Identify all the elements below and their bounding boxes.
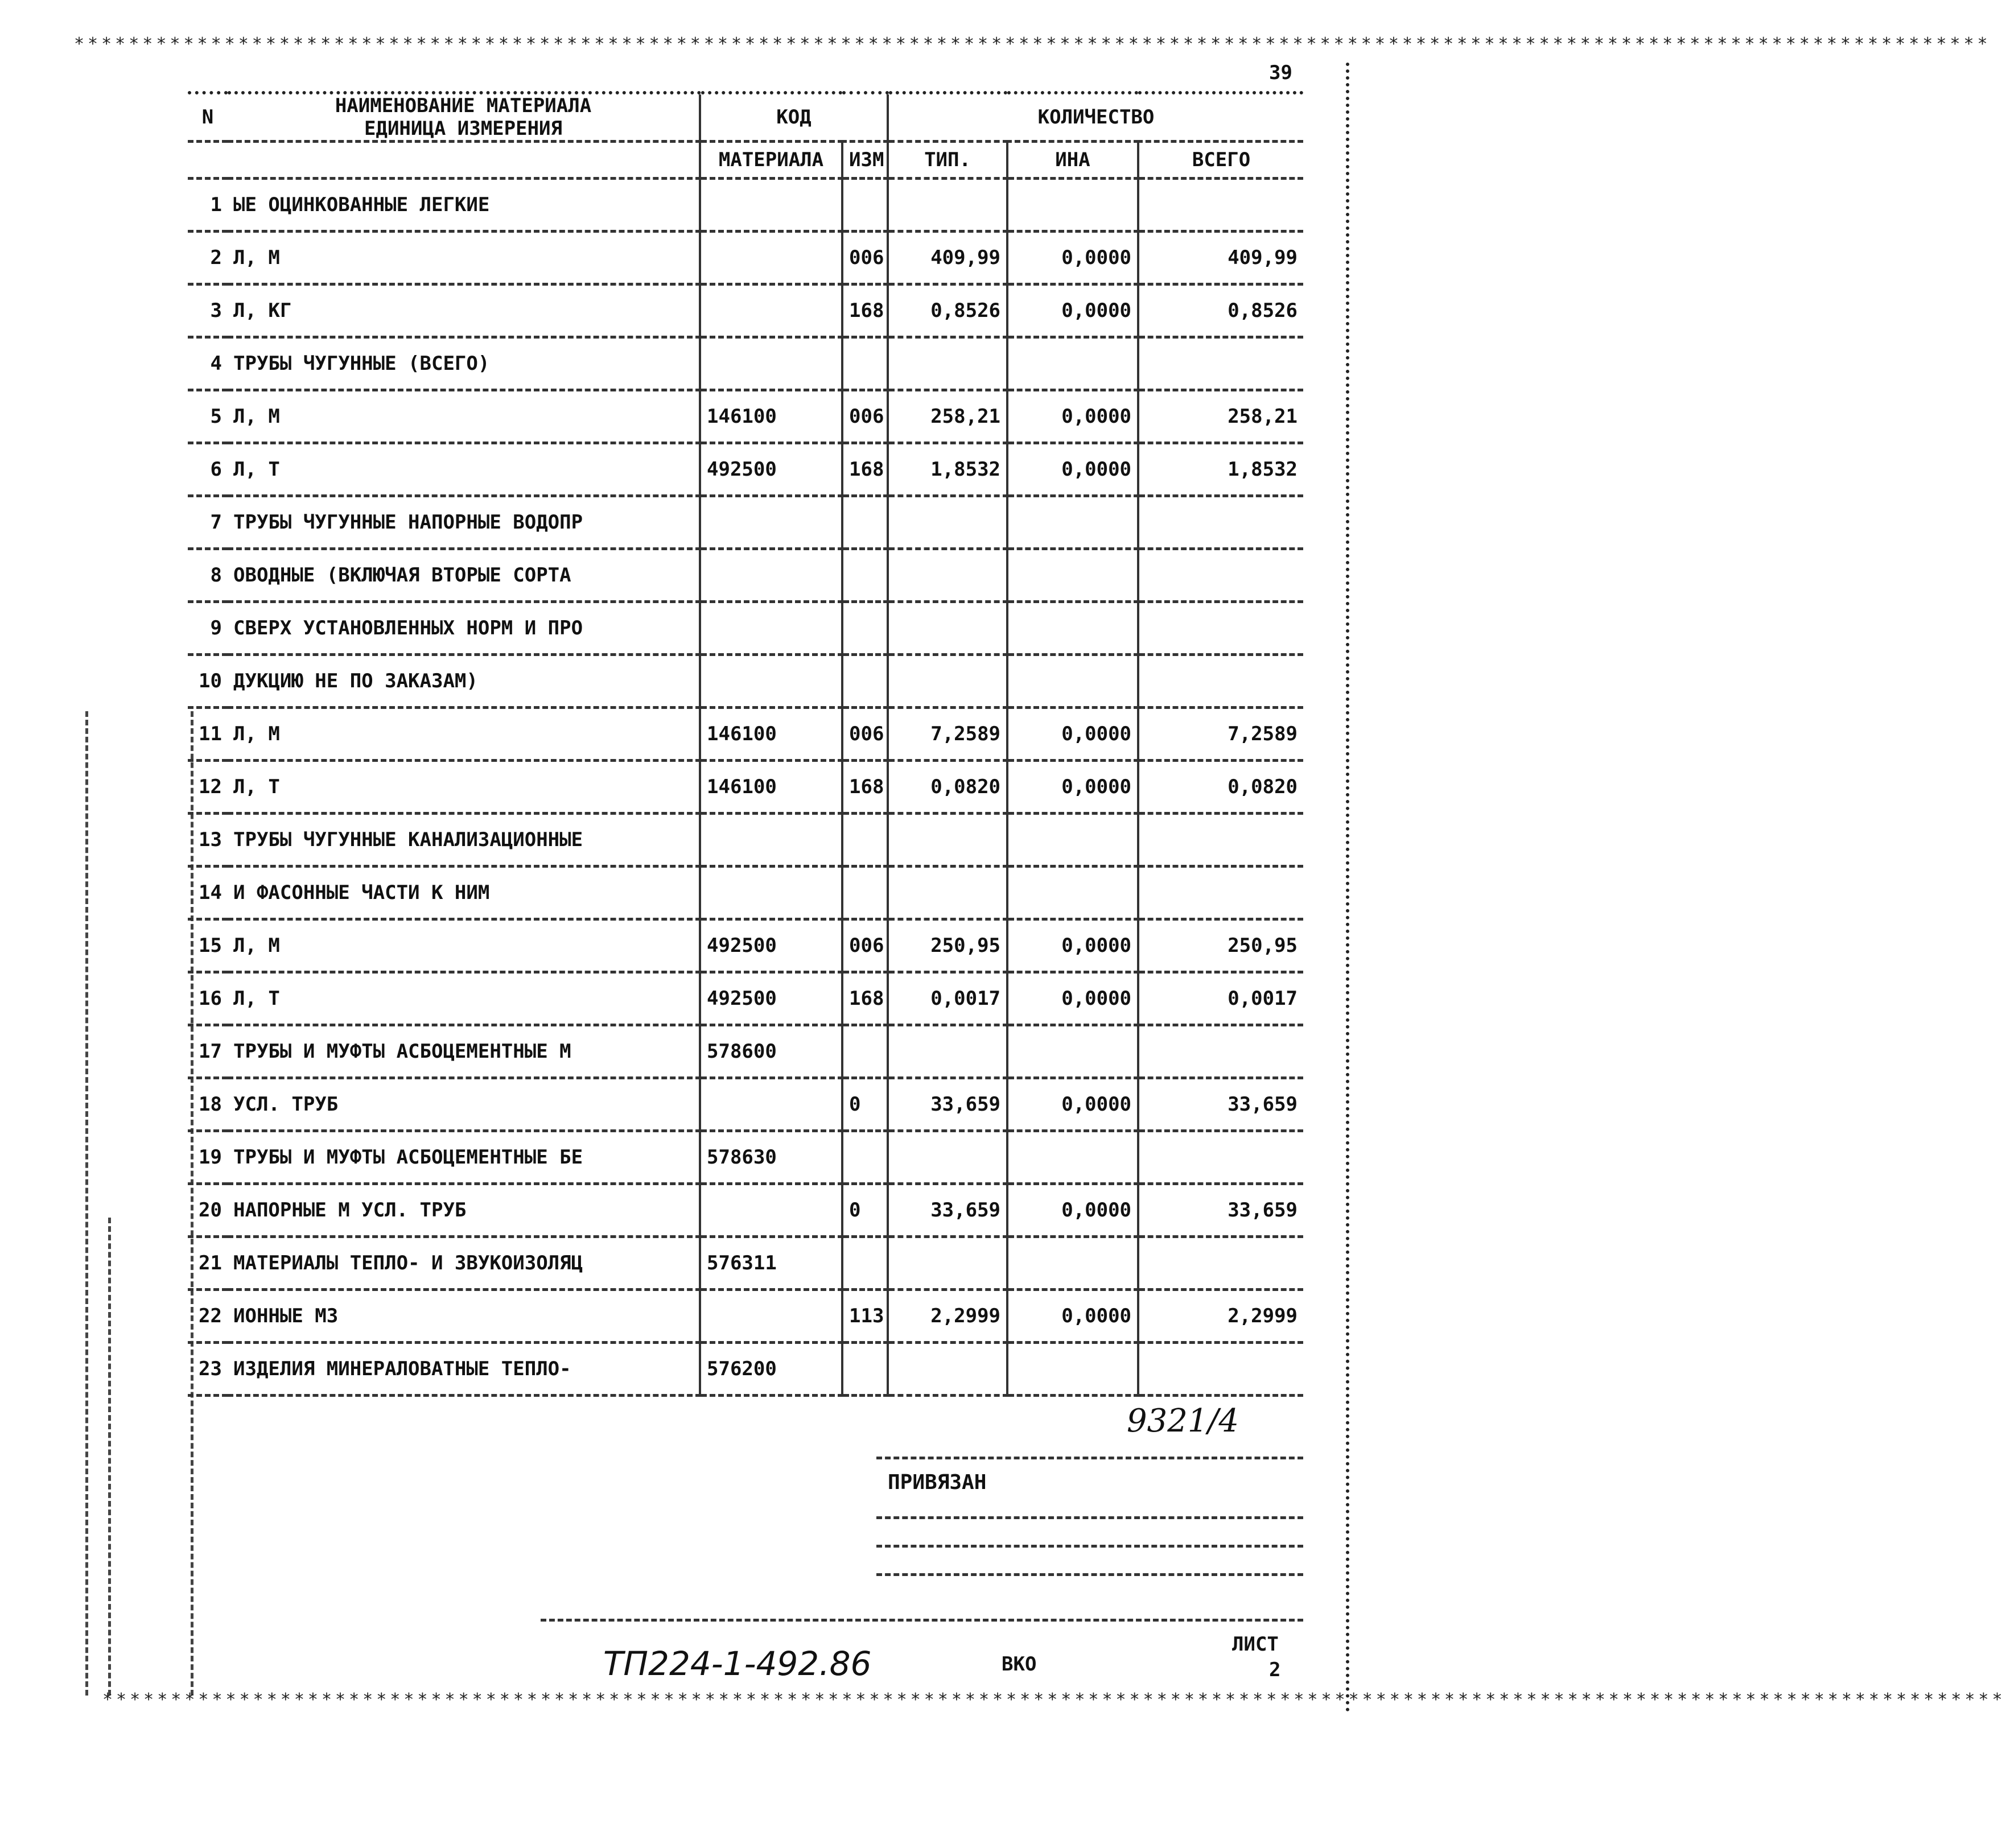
table-row	[188, 337, 1303, 390]
table-row	[188, 919, 1303, 972]
row-number: 10	[188, 655, 228, 708]
qty-ina	[1007, 655, 1138, 708]
material-name: Л, М	[228, 708, 700, 761]
row-number: 8	[188, 549, 228, 602]
row-number: 11	[188, 708, 228, 761]
material-code: 578630	[700, 1131, 842, 1184]
right-border	[1334, 63, 1349, 1713]
qty-ina: 0,0000	[1007, 284, 1138, 337]
sheet-number: 2	[1269, 1659, 1281, 1681]
material-name: НАПОРНЫЕ М УСЛ. ТРУБ	[228, 1184, 700, 1237]
qty-total	[1138, 179, 1303, 232]
material-code: 576200	[700, 1343, 842, 1396]
qty-ina: 0,0000	[1007, 232, 1138, 284]
unit-code: 006	[842, 390, 888, 443]
unit-code: 113	[842, 1290, 888, 1343]
row-number: 6	[188, 443, 228, 496]
unit-code	[842, 1237, 888, 1290]
stamp-line	[876, 1573, 1303, 1576]
qty-typ: 7,2589	[888, 708, 1007, 761]
unit-code	[842, 496, 888, 549]
qty-total: 250,95	[1138, 919, 1303, 972]
qty-typ	[888, 867, 1007, 919]
table-row	[188, 1290, 1303, 1343]
col-code-header: КОД	[700, 93, 888, 142]
material-code	[700, 549, 842, 602]
qty-typ: 1,8532	[888, 443, 1007, 496]
col-qty-ina: ИНА	[1007, 142, 1138, 179]
qty-typ	[888, 337, 1007, 390]
material-code: 146100	[700, 390, 842, 443]
bottom-border: *******************************************************************************************************************************************	[102, 1690, 2006, 1710]
material-name: Л, КГ	[228, 284, 700, 337]
qty-typ	[888, 179, 1007, 232]
qty-typ: 2,2999	[888, 1290, 1007, 1343]
material-code	[700, 814, 842, 867]
qty-typ	[888, 655, 1007, 708]
header-row-2	[188, 142, 1303, 179]
table-row	[188, 867, 1303, 919]
material-name: Л, Т	[228, 443, 700, 496]
bill-of-materials	[188, 91, 1303, 1397]
material-code: 492500	[700, 972, 842, 1025]
table-row	[188, 708, 1303, 761]
qty-ina	[1007, 496, 1138, 549]
table-row	[188, 972, 1303, 1025]
row-number: 19	[188, 1131, 228, 1184]
unit-code: 006	[842, 919, 888, 972]
doc-type: ВКО	[1002, 1653, 1037, 1676]
unit-code: 006	[842, 708, 888, 761]
qty-total: 409,99	[1138, 232, 1303, 284]
qty-ina	[1007, 179, 1138, 232]
row-number: 4	[188, 337, 228, 390]
qty-total	[1138, 496, 1303, 549]
col-no-header: N	[188, 93, 228, 142]
qty-typ	[888, 549, 1007, 602]
project-code: ТП224-1-492.86	[603, 1644, 872, 1683]
unit-code: 168	[842, 443, 888, 496]
material-name: Л, М	[228, 919, 700, 972]
qty-ina: 0,0000	[1007, 390, 1138, 443]
qty-typ	[888, 1343, 1007, 1396]
page-number: 39	[1269, 61, 1292, 84]
qty-typ: 33,659	[888, 1078, 1007, 1131]
unit-code	[842, 1343, 888, 1396]
qty-ina: 0,0000	[1007, 919, 1138, 972]
qty-typ: 409,99	[888, 232, 1007, 284]
row-number: 14	[188, 867, 228, 919]
material-name: СВЕРХ УСТАНОВЛЕННЫХ НОРМ И ПРО	[228, 602, 700, 655]
material-name: ТРУБЫ ЧУГУННЫЕ НАПОРНЫЕ ВОДОПР	[228, 496, 700, 549]
qty-ina: 0,0000	[1007, 708, 1138, 761]
qty-typ: 250,95	[888, 919, 1007, 972]
unit-code	[842, 602, 888, 655]
material-name: И ФАСОННЫЕ ЧАСТИ К НИМ	[228, 867, 700, 919]
unit-code	[842, 814, 888, 867]
col-qty-total: ВСЕГО	[1138, 142, 1303, 179]
table-row	[188, 602, 1303, 655]
material-code	[700, 1290, 842, 1343]
material-name: Л, Т	[228, 972, 700, 1025]
table-row	[188, 1343, 1303, 1396]
qty-total	[1138, 337, 1303, 390]
qty-ina: 0,0000	[1007, 761, 1138, 814]
table-row	[188, 761, 1303, 814]
row-number: 12	[188, 761, 228, 814]
col-qty-typ: ТИП.	[888, 142, 1007, 179]
material-name: ОВОДНЫЕ (ВКЛЮЧАЯ ВТОРЫЕ СОРТА	[228, 549, 700, 602]
row-number: 22	[188, 1290, 228, 1343]
qty-ina	[1007, 1343, 1138, 1396]
unit-code: 0	[842, 1184, 888, 1237]
qty-typ	[888, 814, 1007, 867]
qty-total: 33,659	[1138, 1184, 1303, 1237]
qty-ina	[1007, 549, 1138, 602]
row-number: 5	[188, 390, 228, 443]
col-name-line2: ЕДИНИЦА ИЗМЕРЕНИЯ	[364, 117, 562, 140]
material-code	[700, 655, 842, 708]
qty-total	[1138, 814, 1303, 867]
qty-typ: 258,21	[888, 390, 1007, 443]
material-code	[700, 1184, 842, 1237]
material-code	[700, 284, 842, 337]
row-number: 13	[188, 814, 228, 867]
qty-total	[1138, 1131, 1303, 1184]
materials-table	[188, 91, 1303, 1397]
table-row	[188, 814, 1303, 867]
qty-ina	[1007, 867, 1138, 919]
qty-total	[1138, 1343, 1303, 1396]
qty-typ: 33,659	[888, 1184, 1007, 1237]
row-number: 21	[188, 1237, 228, 1290]
material-name: ТРУБЫ И МУФТЫ АСБОЦЕМЕНТНЫЕ БЕ	[228, 1131, 700, 1184]
table-row	[188, 1025, 1303, 1078]
material-name: ТРУБЫ И МУФТЫ АСБОЦЕМЕНТНЫЕ М	[228, 1025, 700, 1078]
table-row	[188, 390, 1303, 443]
material-code	[700, 337, 842, 390]
qty-total	[1138, 655, 1303, 708]
material-code: 146100	[700, 708, 842, 761]
qty-ina	[1007, 1237, 1138, 1290]
qty-typ	[888, 1131, 1007, 1184]
qty-total	[1138, 602, 1303, 655]
row-number: 9	[188, 602, 228, 655]
qty-total: 0,0820	[1138, 761, 1303, 814]
row-number: 23	[188, 1343, 228, 1396]
row-number: 17	[188, 1025, 228, 1078]
unit-code: 168	[842, 761, 888, 814]
stamp-line	[876, 1516, 1303, 1519]
qty-ina: 0,0000	[1007, 1184, 1138, 1237]
material-name: ТРУБЫ ЧУГУННЫЕ КАНАЛИЗАЦИОННЫЕ	[228, 814, 700, 867]
qty-ina: 0,0000	[1007, 1290, 1138, 1343]
qty-typ	[888, 1025, 1007, 1078]
qty-total: 0,8526	[1138, 284, 1303, 337]
row-number: 18	[188, 1078, 228, 1131]
qty-total: 1,8532	[1138, 443, 1303, 496]
table-row	[188, 1237, 1303, 1290]
material-name: ИОННЫЕ М3	[228, 1290, 700, 1343]
row-number: 16	[188, 972, 228, 1025]
table-row	[188, 1078, 1303, 1131]
table-row	[188, 443, 1303, 496]
unit-code: 168	[842, 972, 888, 1025]
qty-ina: 0,0000	[1007, 972, 1138, 1025]
material-name: Л, М	[228, 232, 700, 284]
material-name: МАТЕРИАЛЫ ТЕПЛО- И ЗВУКОИЗОЛЯЦ	[228, 1237, 700, 1290]
col-name-header	[228, 93, 700, 142]
col-qty-header: КОЛИЧЕСТВО	[888, 93, 1303, 142]
material-code	[700, 232, 842, 284]
qty-typ	[888, 1237, 1007, 1290]
col-code-unit: ИЗМ	[842, 142, 888, 179]
qty-total	[1138, 867, 1303, 919]
qty-total: 33,659	[1138, 1078, 1303, 1131]
table-row	[188, 655, 1303, 708]
stamp-label: ПРИВЯЗАН	[888, 1471, 987, 1494]
table-row	[188, 1184, 1303, 1237]
material-code: 576311	[700, 1237, 842, 1290]
material-name: Л, Т	[228, 761, 700, 814]
qty-ina	[1007, 337, 1138, 390]
left-binding-marks-inner	[108, 1218, 145, 1696]
qty-typ: 0,0017	[888, 972, 1007, 1025]
unit-code: 006	[842, 232, 888, 284]
col-name-line1: НАИМЕНОВАНИЕ МАТЕРИАЛА	[335, 94, 592, 117]
unit-code	[842, 867, 888, 919]
material-name: ДУКЦИЮ НЕ ПО ЗАКАЗАМ)	[228, 655, 700, 708]
row-number: 15	[188, 919, 228, 972]
qty-total	[1138, 1237, 1303, 1290]
unit-code	[842, 549, 888, 602]
sheet-label: ЛИСТ	[1232, 1633, 1279, 1656]
material-code: 492500	[700, 919, 842, 972]
qty-ina	[1007, 602, 1138, 655]
qty-total: 2,2999	[1138, 1290, 1303, 1343]
row-number: 3	[188, 284, 228, 337]
table-row	[188, 1131, 1303, 1184]
qty-ina	[1007, 814, 1138, 867]
material-name: ИЗДЕЛИЯ МИНЕРАЛОВАТНЫЕ ТЕПЛО-	[228, 1343, 700, 1396]
stamp-line	[876, 1545, 1303, 1548]
qty-typ: 0,0820	[888, 761, 1007, 814]
unit-code	[842, 1025, 888, 1078]
material-code	[700, 602, 842, 655]
top-border: ********************************************************************************************************************************************	[74, 34, 1991, 54]
material-code: 578600	[700, 1025, 842, 1078]
unit-code	[842, 1131, 888, 1184]
unit-code: 0	[842, 1078, 888, 1131]
material-code	[700, 179, 842, 232]
material-name: ЫЕ ОЦИНКОВАННЫЕ ЛЕГКИЕ	[228, 179, 700, 232]
material-code	[700, 867, 842, 919]
table-row	[188, 232, 1303, 284]
qty-typ	[888, 496, 1007, 549]
table-row	[188, 496, 1303, 549]
qty-total: 0,0017	[1138, 972, 1303, 1025]
qty-ina	[1007, 1131, 1138, 1184]
row-number: 7	[188, 496, 228, 549]
row-number: 1	[188, 179, 228, 232]
qty-total	[1138, 1025, 1303, 1078]
qty-ina	[1007, 1025, 1138, 1078]
material-name: УСЛ. ТРУБ	[228, 1078, 700, 1131]
material-code: 146100	[700, 761, 842, 814]
unit-code	[842, 655, 888, 708]
row-number: 20	[188, 1184, 228, 1237]
table-row	[188, 549, 1303, 602]
header-row-1	[188, 93, 1303, 142]
qty-total	[1138, 549, 1303, 602]
qty-ina: 0,0000	[1007, 443, 1138, 496]
binding-stamp	[876, 1457, 1303, 1596]
qty-typ	[888, 602, 1007, 655]
unit-code	[842, 337, 888, 390]
handwritten-number: 9321/4	[1127, 1402, 1239, 1439]
material-name: ТРУБЫ ЧУГУННЫЕ (ВСЕГО)	[228, 337, 700, 390]
unit-code	[842, 179, 888, 232]
unit-code: 168	[842, 284, 888, 337]
material-code	[700, 1078, 842, 1131]
qty-total: 7,2589	[1138, 708, 1303, 761]
qty-typ: 0,8526	[888, 284, 1007, 337]
qty-ina: 0,0000	[1007, 1078, 1138, 1131]
table-row	[188, 179, 1303, 232]
qty-total: 258,21	[1138, 390, 1303, 443]
row-number: 2	[188, 232, 228, 284]
material-code	[700, 496, 842, 549]
material-name: Л, М	[228, 390, 700, 443]
col-code-material: МАТЕРИАЛА	[700, 142, 842, 179]
table-row	[188, 284, 1303, 337]
material-code: 492500	[700, 443, 842, 496]
